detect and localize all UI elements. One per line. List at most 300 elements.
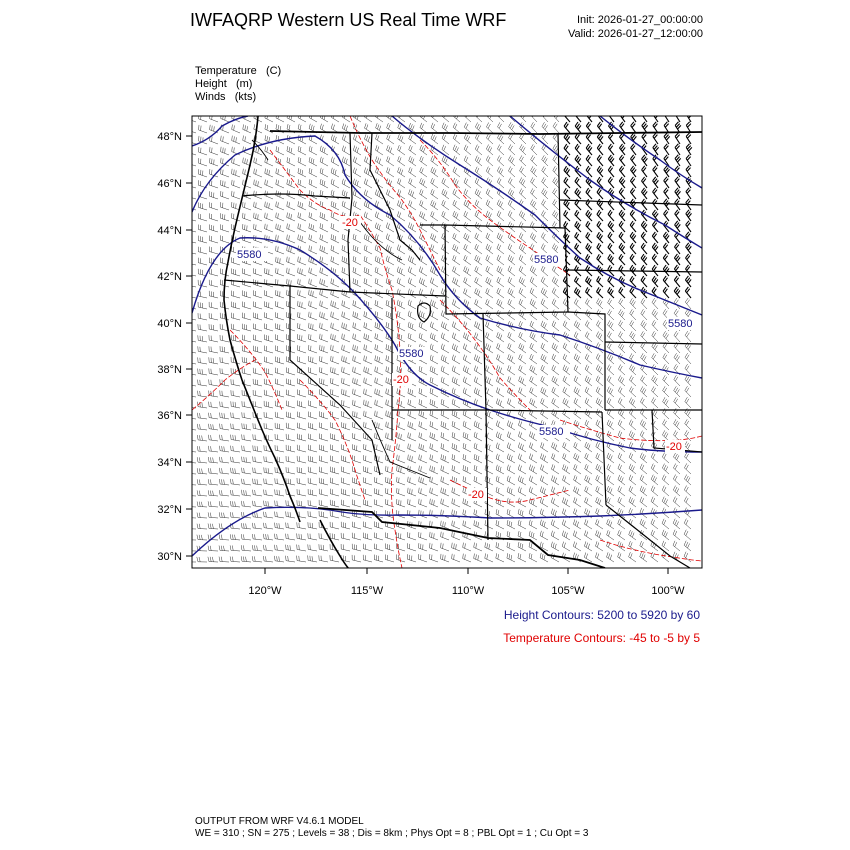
wind-barb: [475, 255, 482, 265]
wind-barb: [452, 310, 460, 320]
wind-barb: [663, 331, 669, 342]
wind-barb: [642, 166, 647, 177]
wind-barb: [431, 167, 438, 177]
wind-barb: [353, 389, 361, 397]
wind-barb: [684, 552, 691, 562]
wind-barb: [519, 177, 526, 188]
wind-barb: [265, 268, 274, 276]
wind-barb: [397, 388, 405, 397]
wind-barb: [221, 191, 230, 199]
wind-barb: [298, 201, 306, 210]
wind-barb: [320, 201, 328, 210]
wind-barb: [232, 191, 241, 199]
wind-barb: [386, 355, 394, 364]
wind-barb: [441, 377, 449, 386]
wind-barb: [220, 224, 229, 232]
wind-barb: [453, 222, 460, 232]
wind-barb: [365, 112, 373, 122]
wind-barb: [453, 145, 460, 155]
wind-barb: [542, 111, 548, 122]
wind-barb: [640, 508, 647, 518]
wind-barb: [187, 369, 196, 375]
wind-barb: [409, 178, 416, 188]
wind-barb: [353, 278, 361, 287]
wind-barb: [187, 335, 196, 342]
wind-barb: [319, 500, 328, 507]
temperature-contour-label: -20: [393, 374, 409, 386]
wind-barb: [398, 112, 405, 122]
wind-barb: [585, 497, 593, 507]
wind-barb: [675, 144, 680, 155]
lat-label: 32°N: [157, 504, 182, 516]
wind-barb: [308, 544, 317, 551]
wind-barb: [430, 466, 438, 475]
wind-barb: [629, 486, 636, 496]
wind-barb: [209, 291, 218, 298]
wind-barb: [397, 444, 405, 452]
wind-barb: [531, 188, 538, 199]
wind-barb: [353, 245, 361, 254]
wind-barb: [508, 343, 515, 353]
wind-barb: [674, 254, 680, 265]
wind-barb: [597, 133, 603, 144]
wind-barb: [574, 299, 581, 310]
wind-barb: [630, 243, 636, 254]
wind-barb: [629, 464, 636, 474]
wind-barb: [286, 467, 295, 474]
wind-barb: [265, 146, 273, 155]
wind-barb: [231, 313, 240, 320]
wind-barb: [342, 422, 351, 430]
wind-barb: [564, 144, 570, 155]
wind-barb: [586, 221, 592, 232]
wind-barb: [430, 454, 438, 463]
wind-barb: [675, 188, 681, 199]
wind-barb: [497, 156, 504, 167]
wind-barb: [540, 509, 548, 518]
wind-barb: [652, 232, 658, 243]
wind-barb: [286, 523, 295, 530]
wind-barb: [186, 557, 196, 562]
wind-barb: [298, 212, 306, 221]
wind-barb: [474, 432, 482, 441]
wind-barb: [574, 288, 581, 299]
wind-barb: [486, 200, 493, 210]
wind-barb: [408, 532, 417, 540]
wind-barb: [276, 257, 284, 265]
wind-barb: [375, 167, 383, 177]
wind-barb: [640, 475, 647, 485]
wind-barb: [265, 180, 273, 189]
wind-barb: [662, 552, 669, 562]
wind-barb: [441, 322, 449, 331]
wind-barb: [319, 467, 328, 474]
wind-barb: [652, 221, 658, 232]
temperature-contour-legend: Temperature Contours: -45 to -5 by 5: [503, 631, 700, 645]
wind-barb: [231, 324, 240, 331]
wind-barb: [497, 145, 504, 156]
wind-barb: [286, 401, 295, 408]
wind-barb: [619, 221, 625, 232]
wind-barb: [353, 334, 361, 343]
wind-barb: [608, 320, 615, 331]
wind-barb: [518, 443, 526, 453]
wind-barb: [563, 398, 570, 408]
wind-barb: [286, 511, 295, 518]
wind-barb: [552, 244, 559, 255]
wind-barb: [608, 243, 614, 254]
wind-barb: [541, 387, 548, 397]
wind-barb: [507, 443, 515, 452]
wind-barb: [263, 545, 273, 551]
wind-barb: [653, 188, 658, 199]
wind-barb: [186, 535, 196, 540]
wind-barb: [430, 278, 438, 288]
wind-barb: [519, 299, 526, 309]
wind-barb: [430, 421, 438, 430]
wind-barb: [541, 365, 548, 375]
wind-barb: [375, 477, 384, 485]
wind-barb: [508, 255, 515, 265]
wind-barb: [253, 346, 262, 353]
wind-barb: [331, 179, 339, 188]
wind-barb: [385, 543, 394, 551]
wind-barb: [629, 541, 636, 551]
wind-barb: [352, 522, 361, 529]
wind-barb: [275, 357, 284, 365]
wind-barb: [298, 268, 306, 276]
wind-barb: [663, 353, 669, 364]
wind-barb: [674, 331, 680, 342]
wind-barb: [497, 310, 504, 320]
wind-barb: [563, 409, 570, 419]
wind-barb: [453, 255, 460, 265]
wind-barb: [540, 520, 548, 529]
wind-barb: [608, 298, 614, 309]
wind-barb: [485, 520, 493, 529]
wind-barb: [353, 300, 361, 309]
wind-barb: [564, 133, 570, 144]
wind-barb: [620, 144, 626, 155]
wind-barb: [442, 178, 449, 188]
wind-barb: [475, 244, 482, 254]
wind-barb: [463, 310, 471, 320]
lat-label: 40°N: [157, 318, 182, 330]
wind-barb: [518, 498, 526, 507]
wind-barb: [420, 178, 427, 188]
wind-barb: [497, 200, 504, 210]
wind-barb: [231, 446, 240, 452]
wind-barb: [298, 146, 306, 155]
wind-barb: [286, 390, 295, 397]
wind-barb: [608, 232, 614, 243]
wind-barb: [430, 377, 438, 386]
wind-barb: [498, 111, 505, 122]
wind-barb: [641, 375, 648, 386]
wind-barb: [319, 511, 328, 518]
lat-label: 36°N: [157, 410, 182, 422]
wind-barb: [608, 177, 614, 188]
wind-barb: [574, 365, 581, 375]
wind-barb: [186, 491, 196, 496]
wind-barb: [232, 180, 240, 188]
wind-barb: [230, 545, 240, 551]
wind-barb: [197, 446, 207, 452]
wind-barb: [629, 398, 636, 409]
wind-barb: [486, 134, 493, 145]
wind-barb: [408, 278, 416, 287]
wind-barb: [231, 379, 240, 386]
wind-barb: [585, 519, 593, 529]
wind-barb: [353, 146, 361, 156]
wind-barb: [287, 235, 295, 243]
height-contour-label: 5580: [668, 318, 693, 330]
wind-barb: [186, 524, 196, 529]
wind-barb: [574, 464, 581, 474]
wind-barb: [574, 354, 581, 364]
wind-barb: [419, 256, 427, 266]
wind-barb: [397, 333, 405, 342]
wind-barb: [408, 300, 416, 309]
wind-barb: [320, 179, 328, 188]
wind-barb: [341, 533, 350, 540]
wind-barb: [385, 555, 394, 563]
wind-barb: [219, 557, 229, 562]
wind-barb: [486, 222, 493, 232]
wind-barb: [496, 465, 504, 474]
wind-barb: [684, 463, 691, 474]
wind-barb: [297, 456, 306, 463]
wind-barb: [308, 378, 317, 386]
wind-barb: [553, 166, 559, 177]
wind-barb: [186, 435, 196, 441]
wind-barb: [276, 157, 284, 166]
wind-barb: [552, 332, 559, 342]
wind-barb: [574, 343, 581, 353]
wind-barb: [331, 323, 339, 331]
wind-barb: [585, 354, 592, 364]
wind-barb: [242, 290, 251, 298]
wind-barb: [497, 277, 504, 287]
wind-barb: [308, 522, 317, 529]
wind-barb: [530, 299, 537, 309]
wind-barb: [319, 544, 328, 551]
wind-barb: [242, 324, 251, 331]
wind-barb: [320, 323, 328, 331]
wind-barb: [364, 245, 372, 254]
wind-barb: [664, 188, 669, 199]
wind-barb: [320, 345, 328, 353]
wind-barb: [275, 412, 284, 419]
wind-barb: [662, 430, 669, 441]
wind-barb: [630, 221, 636, 232]
wind-barb: [275, 512, 284, 519]
wind-barb: [651, 475, 658, 485]
wind-barb: [629, 530, 636, 540]
wind-barb: [209, 335, 218, 342]
wind-barb: [452, 377, 460, 386]
wind-barb: [353, 234, 361, 243]
wind-barb: [607, 486, 614, 496]
wind-barb: [431, 222, 438, 232]
wind-barb: [398, 167, 406, 177]
wind-barb: [242, 423, 251, 430]
wind-barb: [441, 432, 449, 441]
wind-barb: [419, 366, 427, 375]
wind-barb: [330, 444, 339, 452]
wind-barb: [186, 446, 196, 452]
wind-barb: [519, 211, 526, 221]
wind-barb: [364, 444, 373, 452]
wind-barb: [586, 210, 592, 221]
wind-barb: [474, 465, 482, 474]
wind-barb: [419, 532, 428, 540]
wind-barb: [508, 376, 516, 386]
wind-barb: [208, 501, 218, 507]
wind-barb: [686, 265, 692, 276]
wind-barb: [209, 402, 218, 408]
wind-barb: [364, 411, 372, 419]
wind-barb: [298, 312, 307, 320]
wind-barb: [320, 312, 328, 320]
wind-barb: [265, 290, 274, 298]
wind-barb: [640, 552, 647, 562]
wind-barb: [342, 112, 350, 122]
wind-barb: [320, 356, 329, 364]
wind-barb: [507, 542, 515, 551]
wind-barb: [497, 299, 504, 309]
wind-barb: [596, 365, 603, 375]
wind-barb: [442, 189, 449, 199]
wind-barb: [187, 380, 197, 386]
wind-barb: [220, 435, 230, 441]
wind-barb: [685, 375, 691, 386]
wind-barb: [342, 378, 350, 386]
map-title: IWFAQRP Western US Real Time WRF: [190, 10, 507, 30]
wind-barb: [674, 397, 680, 408]
wind-barb: [674, 287, 680, 298]
wind-barb: [453, 167, 460, 177]
wind-barb: [275, 323, 284, 331]
wind-barb: [253, 379, 262, 386]
wind-barb: [409, 200, 417, 210]
wind-barb: [630, 331, 636, 342]
wind-barb: [563, 343, 570, 353]
wind-barb: [585, 398, 592, 408]
wind-barb: [197, 557, 207, 562]
wind-barb: [674, 430, 681, 441]
wind-barb: [529, 520, 537, 529]
wind-barb: [198, 302, 207, 309]
wind-barb: [618, 453, 625, 463]
wind-barb: [686, 155, 691, 166]
wind-barb: [553, 199, 559, 210]
wind-barb: [453, 266, 461, 276]
height-contour-label: 5580: [399, 348, 424, 360]
wind-barb: [209, 280, 218, 287]
wind-barb: [342, 334, 350, 342]
wind-barb: [542, 166, 548, 177]
wind-barb: [219, 501, 229, 507]
wind-barb: [199, 114, 207, 122]
wind-barb: [596, 475, 603, 485]
wind-barb: [242, 434, 251, 441]
wind-barb: [463, 344, 471, 354]
wind-barb: [651, 497, 658, 507]
wind-barb: [519, 266, 526, 276]
wind-barb: [309, 146, 317, 155]
wind-barb: [541, 398, 548, 408]
wind-barb: [585, 299, 592, 310]
wind-barb: [298, 279, 306, 287]
wind-barb: [298, 257, 306, 265]
wind-barb: [574, 453, 581, 463]
wind-barb: [508, 277, 515, 287]
wind-barb: [409, 134, 416, 144]
wind-barb: [441, 476, 449, 485]
wind-barb: [640, 431, 647, 441]
wind-barb: [664, 199, 670, 210]
wind-barb: [597, 254, 603, 265]
wind-barb: [365, 123, 373, 133]
wind-barb: [640, 464, 647, 474]
wind-barb: [386, 477, 395, 485]
wind-barb: [618, 431, 625, 441]
height-contour-label: 5580: [237, 249, 262, 261]
wind-barb: [596, 442, 603, 452]
wind-barb: [508, 288, 515, 298]
wind-barb: [276, 168, 284, 177]
wind-barb: [430, 477, 438, 486]
wind-barb: [397, 488, 406, 496]
wind-barb: [198, 335, 207, 342]
wind-barb: [331, 278, 339, 287]
wind-barb: [518, 509, 526, 518]
wind-barb: [363, 522, 372, 530]
wind-barb: [640, 453, 647, 463]
wind-barb: [574, 442, 581, 452]
wind-barb: [684, 530, 691, 540]
wind-barb: [618, 530, 625, 540]
wind-barb: [485, 465, 493, 474]
wind-barb: [209, 302, 218, 309]
wind-barb: [408, 399, 416, 408]
wind-barb: [309, 168, 317, 177]
wind-barb: [319, 445, 328, 452]
wind-barb: [673, 453, 680, 464]
wind-barb: [231, 302, 240, 309]
wind-barb: [575, 177, 581, 188]
wind-barb: [375, 333, 383, 342]
wind-barb: [474, 443, 482, 452]
wind-barb: [619, 342, 626, 353]
wind-barb: [287, 157, 295, 166]
wind-barb: [640, 519, 647, 529]
wind-barb: [419, 444, 427, 453]
wind-barb: [297, 556, 306, 562]
wind-barb: [363, 488, 372, 496]
wind-barb: [607, 376, 614, 386]
wind-barb: [652, 265, 658, 276]
wind-barb: [287, 146, 295, 155]
wind-barb: [608, 287, 614, 298]
wind-barb: [541, 210, 548, 221]
wind-barb: [243, 136, 251, 145]
wind-barb: [364, 278, 372, 287]
wind-barb: [607, 497, 614, 507]
wind-barb: [375, 378, 383, 387]
wind-barb: [187, 358, 196, 364]
